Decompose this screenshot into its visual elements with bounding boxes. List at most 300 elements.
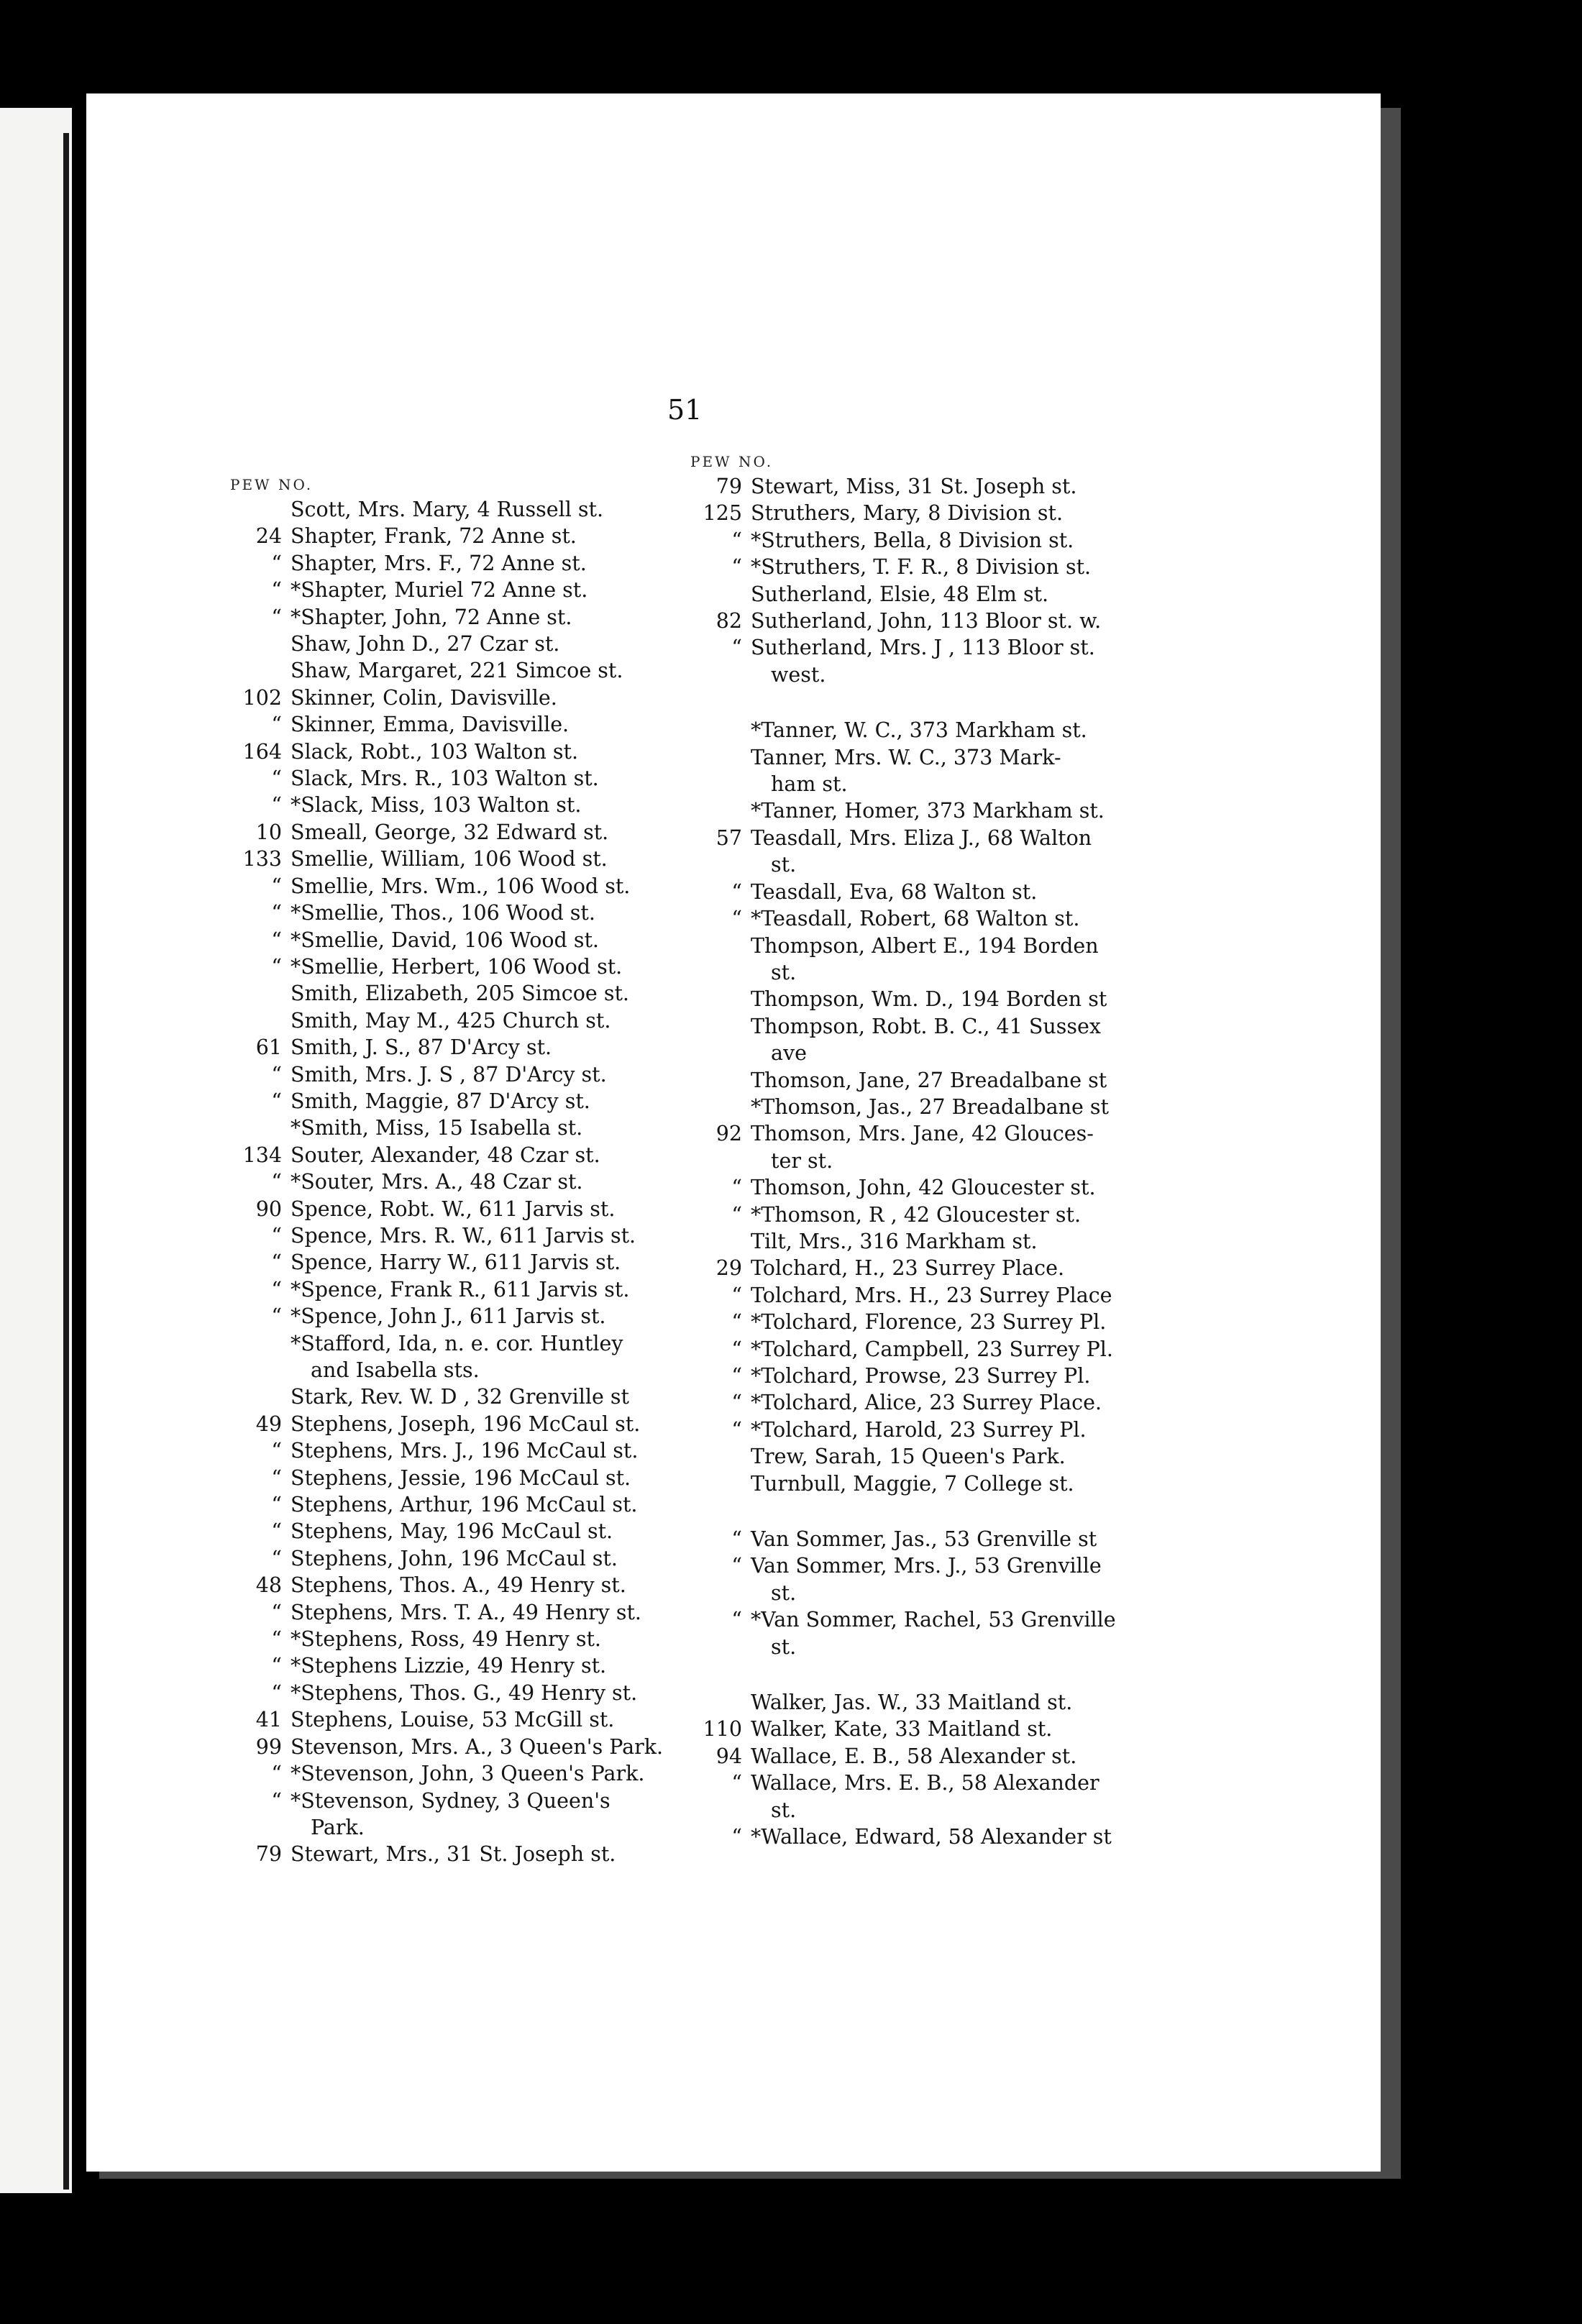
member-name-address: Spence, Robt. W., 611 Jarvis st. <box>291 1197 616 1221</box>
member-name-address: Van Sommer, Mrs. J., 53 Grenville <box>751 1554 1102 1578</box>
entry-continuation: st. <box>771 853 797 877</box>
member-name-address: Tilt, Mrs., 316 Markham st. <box>751 1229 1038 1253</box>
member-name-address: *Tolchard, Harold, 23 Surrey Pl. <box>751 1417 1087 1442</box>
pew-number <box>690 1797 742 1824</box>
directory-entry <box>230 1007 663 1034</box>
pew-number: 48 <box>255 1573 282 1598</box>
member-name-address: *Smellie, Herbert, 106 Wood st. <box>291 954 623 979</box>
member-name-address: Souter, Alexander, 48 Czar st. <box>291 1143 600 1167</box>
directory-entry <box>690 1363 1116 1389</box>
directory-entry <box>690 851 1116 878</box>
pew-number <box>690 717 742 744</box>
directory-entry <box>690 527 1116 554</box>
pew-number <box>230 631 282 657</box>
pew-number <box>230 1814 282 1841</box>
entry-continuation: st. <box>771 1798 797 1822</box>
book-spine <box>63 133 69 2190</box>
member-name-address: *Struthers, Bella, 8 Division st. <box>751 528 1074 552</box>
pew-number: “ <box>731 1176 742 1200</box>
member-name-address: *Spence, John J., 611 Jarvis st. <box>291 1304 606 1329</box>
pew-number: “ <box>271 1439 282 1463</box>
pew-number <box>230 657 282 684</box>
directory-entry <box>690 1526 1116 1552</box>
member-name-address: Sutherland, John, 113 Bloor st. w. <box>751 609 1102 633</box>
pew-number <box>230 980 282 1007</box>
left-column <box>230 496 663 1868</box>
directory-entry <box>690 1417 1116 1443</box>
pew-number: 164 <box>242 739 282 764</box>
pew-number: “ <box>271 1304 282 1329</box>
pew-number: “ <box>731 636 742 660</box>
pew-number: “ <box>271 551 282 575</box>
directory-entry <box>230 765 663 792</box>
pew-number: 24 <box>255 524 282 549</box>
member-name-address: *Tanner, W. C., 373 Markham st. <box>751 718 1087 743</box>
pew-number: “ <box>271 1654 282 1678</box>
member-name-address: Stevenson, Mrs. A., 3 Queen's Park. <box>291 1734 664 1759</box>
member-name-address: Thompson, Albert E., 194 Borden <box>751 933 1099 958</box>
directory-entry <box>690 1634 1116 1660</box>
pew-number: “ <box>731 1310 742 1335</box>
directory-entry <box>230 1222 663 1249</box>
member-name-address: Shaw, Margaret, 221 Simcoe st. <box>291 659 623 683</box>
member-name-address: Sutherland, Mrs. J , 113 Bloor st. <box>751 636 1095 660</box>
directory-entry <box>690 581 1116 608</box>
member-name-address: Thomson, Mrs. Jane, 42 Glouces- <box>751 1122 1094 1146</box>
pew-number: “ <box>271 1223 282 1248</box>
member-name-address: Sutherland, Elsie, 48 Elm st. <box>751 582 1049 606</box>
directory-entry <box>230 980 663 1007</box>
directory-entry <box>690 744 1116 771</box>
pew-number: “ <box>271 1493 282 1517</box>
member-name-address: Smith, Mrs. J. S , 87 D'Arcy st. <box>291 1062 607 1086</box>
pew-number: 134 <box>242 1143 282 1167</box>
pew-number <box>690 797 742 824</box>
pew-number <box>690 1040 742 1066</box>
directory-entry <box>230 1814 663 1841</box>
section-gap <box>690 1660 1116 1689</box>
directory-entry <box>230 1760 663 1787</box>
directory-entry <box>230 631 663 657</box>
member-name-address: *Wallace, Edward, 58 Alexander st <box>751 1825 1112 1849</box>
pew-number: 94 <box>715 1744 742 1768</box>
directory-entry <box>230 685 663 711</box>
member-name-address: Stark, Rev. W. D , 32 Grenville st <box>291 1385 629 1409</box>
pew-number: 10 <box>255 820 282 844</box>
directory-entry <box>690 1580 1116 1606</box>
pew-number: “ <box>271 605 282 629</box>
pew-number <box>230 1383 282 1410</box>
member-name-address: *Struthers, T. F. R., 8 Division st. <box>751 555 1092 580</box>
adjacent-page-edge <box>0 108 72 2193</box>
member-name-address: Spence, Mrs. R. W., 611 Jarvis st. <box>291 1223 636 1248</box>
directory-entry <box>230 1303 663 1330</box>
member-name-address: Smellie, William, 106 Wood st. <box>291 847 608 872</box>
member-name-address: Walker, Jas. W., 33 Maitland st. <box>751 1691 1073 1715</box>
directory-entry <box>690 1336 1116 1363</box>
directory-entry <box>690 1443 1116 1470</box>
member-name-address: Smith, Maggie, 87 D'Arcy st. <box>291 1089 590 1113</box>
member-name-address: Stewart, Mrs., 31 St. Joseph st. <box>291 1842 616 1867</box>
pew-number: “ <box>731 1202 742 1227</box>
directory-entry <box>690 1770 1116 1796</box>
directory-entry <box>230 927 663 953</box>
directory-entry <box>690 933 1116 959</box>
pew-number: 79 <box>255 1842 282 1867</box>
directory-entry <box>690 1389 1116 1416</box>
directory-entry <box>230 1518 663 1545</box>
directory-entry <box>690 554 1116 580</box>
directory-entry <box>690 879 1116 905</box>
pew-number: “ <box>271 1680 282 1705</box>
pew-number: 57 <box>715 825 742 850</box>
member-name-address: *Spence, Frank R., 611 Jarvis st. <box>291 1277 630 1301</box>
directory-entry <box>230 496 663 523</box>
directory-entry <box>230 1680 663 1706</box>
pew-number: 92 <box>715 1122 742 1146</box>
directory-entry <box>230 1599 663 1626</box>
member-name-address: Wallace, Mrs. E. B., 58 Alexander <box>751 1771 1099 1795</box>
member-name-address: *Stevenson, John, 3 Queen's Park. <box>291 1762 645 1786</box>
pew-number <box>230 1357 282 1383</box>
pew-number <box>230 496 282 523</box>
pew-number: 110 <box>703 1717 742 1742</box>
pew-number: “ <box>271 1250 282 1275</box>
member-name-address: Stephens, May, 196 McCaul st. <box>291 1519 613 1544</box>
directory-entry <box>230 1383 663 1410</box>
section-gap <box>690 688 1116 717</box>
member-name-address: Walker, Kate, 33 Maitland st. <box>751 1717 1053 1742</box>
directory-entry <box>230 792 663 818</box>
member-name-address: *Shapter, Muriel 72 Anne st. <box>291 578 588 603</box>
member-name-address: *Tolchard, Florence, 23 Surrey Pl. <box>751 1310 1107 1335</box>
pew-number: “ <box>731 1391 742 1415</box>
directory-entry <box>690 1228 1116 1255</box>
directory-entry <box>230 1061 663 1088</box>
pew-number: “ <box>731 1771 742 1795</box>
pew-number: “ <box>731 1527 742 1552</box>
pew-number: “ <box>271 1627 282 1652</box>
directory-entry <box>690 1689 1116 1716</box>
entry-continuation: Park. <box>311 1815 365 1839</box>
directory-entry <box>690 473 1116 500</box>
member-name-address: Thomson, Jane, 27 Breadalbane st <box>751 1068 1107 1092</box>
pew-number <box>690 959 742 986</box>
pew-number: “ <box>731 1608 742 1632</box>
pew-number: 61 <box>255 1035 282 1060</box>
pew-number <box>690 986 742 1012</box>
directory-entry <box>690 1282 1116 1309</box>
directory-entry <box>230 1545 663 1572</box>
directory-entry <box>230 900 663 926</box>
directory-entry <box>230 1465 663 1491</box>
member-name-address: *Tolchard, Alice, 23 Surrey Place. <box>751 1391 1102 1415</box>
member-name-address: Smellie, Mrs. Wm., 106 Wood st. <box>291 874 631 898</box>
member-name-address: Stephens, Joseph, 196 McCaul st. <box>291 1412 641 1436</box>
directory-entry <box>690 608 1116 634</box>
member-name-address: *Stephens, Thos. G., 49 Henry st. <box>291 1680 638 1705</box>
directory-entry <box>690 825 1116 851</box>
pew-number <box>690 1634 742 1660</box>
directory-entry <box>690 1202 1116 1228</box>
member-name-address: *Slack, Miss, 103 Walton st. <box>291 793 582 818</box>
pew-number: “ <box>271 767 282 791</box>
pew-number: “ <box>271 1600 282 1624</box>
pew-number: “ <box>271 954 282 979</box>
directory-page <box>86 93 1381 2172</box>
directory-entry <box>690 1470 1116 1497</box>
member-name-address: Smith, Elizabeth, 205 Simcoe st. <box>291 982 629 1006</box>
pew-number <box>690 851 742 878</box>
directory-entry <box>230 1357 663 1383</box>
pew-number: “ <box>271 1062 282 1086</box>
member-name-address: Wallace, E. B., 58 Alexander st. <box>751 1744 1077 1768</box>
pew-number <box>690 933 742 959</box>
directory-entry <box>690 1606 1116 1633</box>
directory-entry <box>690 1797 1116 1824</box>
directory-entry <box>230 1626 663 1652</box>
pew-number <box>690 1013 742 1040</box>
pew-number: 102 <box>242 685 282 710</box>
directory-entry <box>230 1788 663 1814</box>
right-column <box>690 473 1116 1851</box>
member-name-address: Spence, Harry W., 611 Jarvis st. <box>291 1250 621 1275</box>
pew-number: 29 <box>715 1256 742 1281</box>
member-name-address: Smith, J. S., 87 D'Arcy st. <box>291 1035 552 1060</box>
directory-entry <box>690 500 1116 526</box>
pew-number: 41 <box>255 1708 282 1732</box>
directory-entry <box>230 1142 663 1168</box>
member-name-address: Thomson, John, 42 Gloucester st. <box>751 1176 1096 1200</box>
directory-entry <box>690 986 1116 1012</box>
member-name-address: Slack, Robt., 103 Walton st. <box>291 739 579 764</box>
right-column-header: PEW NO. <box>690 453 774 470</box>
directory-entry <box>690 1120 1116 1147</box>
pew-number: “ <box>731 555 742 580</box>
member-name-address: Stephens, Jessie, 196 McCaul st. <box>291 1465 631 1490</box>
directory-entry <box>230 819 663 846</box>
pew-number <box>690 1580 742 1606</box>
left-column-header: PEW NO. <box>230 476 314 493</box>
directory-entry <box>690 1716 1116 1742</box>
directory-entry <box>230 1034 663 1061</box>
pew-number <box>690 1443 742 1470</box>
member-name-address: *Stephens Lizzie, 49 Henry st. <box>291 1654 607 1678</box>
directory-entry <box>230 1437 663 1464</box>
member-name-address: Struthers, Mary, 8 Division st. <box>751 501 1064 526</box>
member-name-address: Thompson, Robt. B. C., 41 Sussex <box>751 1014 1101 1038</box>
entry-continuation: ham st. <box>771 772 848 797</box>
directory-entry <box>690 905 1116 932</box>
pew-number: 82 <box>715 609 742 633</box>
pew-number <box>690 771 742 797</box>
pew-number: “ <box>731 1283 742 1307</box>
page-number: 51 <box>667 394 703 426</box>
directory-entry <box>230 1088 663 1115</box>
member-name-address: *Tanner, Homer, 373 Markham st. <box>751 799 1105 823</box>
member-name-address: *Stevenson, Sydney, 3 Queen's <box>291 1788 611 1813</box>
pew-number: “ <box>271 1546 282 1570</box>
member-name-address: Van Sommer, Jas., 53 Grenville st <box>751 1527 1097 1552</box>
pew-number: “ <box>271 1762 282 1786</box>
member-name-address: *Stafford, Ida, n. e. cor. Huntley <box>291 1331 623 1355</box>
pew-number <box>690 581 742 608</box>
directory-entry <box>230 1330 663 1357</box>
member-name-address: Thompson, Wm. D., 194 Borden st <box>751 987 1107 1012</box>
directory-entry <box>690 959 1116 986</box>
directory-entry <box>230 1115 663 1141</box>
pew-number: 79 <box>715 475 742 498</box>
member-name-address: *Shapter, John, 72 Anne st. <box>291 605 572 629</box>
pew-number: “ <box>271 1170 282 1194</box>
directory-entry <box>230 1841 663 1867</box>
pew-number: “ <box>271 901 282 925</box>
member-name-address: *Van Sommer, Rachel, 53 Grenville <box>751 1608 1116 1632</box>
member-name-address: Slack, Mrs. R., 103 Walton st. <box>291 767 599 791</box>
directory-entry <box>230 1652 663 1679</box>
pew-number <box>690 1689 742 1716</box>
pew-number: “ <box>271 928 282 952</box>
pew-number: “ <box>731 528 742 552</box>
pew-number: “ <box>271 578 282 603</box>
member-name-address: *Tolchard, Prowse, 23 Surrey Pl. <box>751 1364 1091 1388</box>
directory-entry <box>690 1552 1116 1579</box>
member-name-address: Shapter, Mrs. F., 72 Anne st. <box>291 551 587 575</box>
directory-entry <box>690 1174 1116 1201</box>
member-name-address: *Tolchard, Campbell, 23 Surrey Pl. <box>751 1337 1113 1361</box>
directory-entry <box>230 873 663 900</box>
pew-number: “ <box>731 1337 742 1361</box>
entry-continuation: west. <box>771 662 826 687</box>
pew-number <box>230 1330 282 1357</box>
directory-entry <box>230 1491 663 1518</box>
pew-number: “ <box>271 1519 282 1544</box>
member-name-address: *Thomson, Jas., 27 Breadalbane st <box>751 1094 1109 1119</box>
directory-entry <box>690 1309 1116 1335</box>
pew-number <box>690 1470 742 1497</box>
member-name-address: *Souter, Mrs. A., 48 Czar st. <box>291 1170 583 1194</box>
member-name-address: *Teasdall, Robert, 68 Walton st. <box>751 907 1080 931</box>
pew-number: “ <box>731 1554 742 1578</box>
directory-entry <box>230 953 663 980</box>
directory-entry <box>230 1168 663 1195</box>
member-name-address: *Smellie, David, 106 Wood st. <box>291 928 599 952</box>
directory-entry <box>230 1249 663 1276</box>
section-gap <box>690 1497 1116 1526</box>
entry-continuation: st. <box>771 1580 797 1605</box>
directory-entry <box>690 634 1116 661</box>
directory-entry <box>690 1067 1116 1094</box>
pew-number: “ <box>271 1277 282 1301</box>
pew-number <box>690 1067 742 1094</box>
member-name-address: *Stephens, Ross, 49 Henry st. <box>291 1627 601 1652</box>
directory-entry <box>690 1148 1116 1174</box>
member-name-address: *Smith, Miss, 15 Isabella st. <box>291 1116 583 1140</box>
directory-entry <box>690 662 1116 688</box>
pew-number: 99 <box>255 1734 282 1759</box>
member-name-address: Stephens, Thos. A., 49 Henry st. <box>291 1573 626 1598</box>
pew-number: “ <box>731 907 742 931</box>
member-name-address: Stephens, Mrs. T. A., 49 Henry st. <box>291 1600 641 1624</box>
directory-entry <box>230 738 663 765</box>
pew-number: “ <box>271 1788 282 1813</box>
pew-number: “ <box>731 1417 742 1442</box>
pew-number: “ <box>731 1825 742 1849</box>
member-name-address: Tolchard, H., 23 Surrey Place. <box>751 1256 1065 1281</box>
member-name-address: Skinner, Colin, Davisville. <box>291 685 557 710</box>
member-name-address: Stephens, John, 196 McCaul st. <box>291 1546 618 1570</box>
directory-entry <box>230 1411 663 1437</box>
member-name-address: Scott, Mrs. Mary, 4 Russell st. <box>291 498 604 521</box>
entry-continuation: ave <box>771 1041 807 1066</box>
pew-number <box>690 744 742 771</box>
member-name-address: Shaw, John D., 27 Czar st. <box>291 632 560 657</box>
member-name-address: Trew, Sarah, 15 Queen's Park. <box>751 1445 1066 1469</box>
pew-number: 125 <box>703 501 742 526</box>
member-name-address: Teasdall, Mrs. Eliza J., 68 Walton <box>751 825 1092 850</box>
directory-entry <box>230 711 663 738</box>
member-name-address: Teasdall, Eva, 68 Walton st. <box>751 879 1038 904</box>
pew-number <box>230 1115 282 1141</box>
pew-number: 133 <box>242 847 282 872</box>
directory-entry <box>230 523 663 549</box>
directory-entry <box>230 604 663 631</box>
directory-entry <box>690 1013 1116 1040</box>
member-name-address: Stephens, Mrs. J., 196 McCaul st. <box>291 1439 639 1463</box>
pew-number: “ <box>271 1089 282 1113</box>
directory-entry <box>230 1276 663 1303</box>
pew-number <box>690 662 742 688</box>
pew-number: 90 <box>255 1197 282 1221</box>
directory-entry <box>690 1743 1116 1770</box>
pew-number: “ <box>271 874 282 898</box>
directory-entry <box>230 657 663 684</box>
directory-entry <box>690 1824 1116 1850</box>
directory-entry <box>230 1706 663 1733</box>
member-name-address: Stephens, Louise, 53 McGill st. <box>291 1708 615 1732</box>
pew-number <box>690 1148 742 1174</box>
member-name-address: Skinner, Emma, Davisville. <box>291 713 570 737</box>
directory-entry <box>230 1196 663 1222</box>
entry-continuation: st. <box>771 960 797 984</box>
directory-entry <box>690 771 1116 797</box>
pew-number <box>230 1007 282 1034</box>
directory-entry <box>690 717 1116 744</box>
directory-entry <box>690 797 1116 824</box>
entry-continuation: and Isabella sts. <box>311 1358 480 1382</box>
pew-number: “ <box>271 793 282 818</box>
directory-entry <box>690 1040 1116 1066</box>
member-name-address: Shapter, Frank, 72 Anne st. <box>291 524 577 549</box>
member-name-address: Tanner, Mrs. W. C., 373 Mark- <box>751 745 1061 769</box>
pew-number <box>690 1094 742 1120</box>
pew-number: “ <box>731 879 742 904</box>
pew-number <box>690 1228 742 1255</box>
pew-number: “ <box>271 1465 282 1490</box>
member-name-address: Smeall, George, 32 Edward st. <box>291 820 609 844</box>
entry-continuation: ter st. <box>771 1148 833 1173</box>
member-name-address: Smith, May M., 425 Church st. <box>291 1008 611 1033</box>
member-name-address: Stewart, Miss, 31 St. Joseph st. <box>751 475 1077 498</box>
directory-entry <box>230 846 663 872</box>
directory-entry <box>230 577 663 603</box>
directory-entry <box>230 550 663 577</box>
entry-continuation: st. <box>771 1634 797 1659</box>
directory-entry <box>230 1572 663 1598</box>
member-name-address: *Thomson, R , 42 Gloucester st. <box>751 1202 1082 1227</box>
directory-entry <box>690 1255 1116 1281</box>
member-name-address: Tolchard, Mrs. H., 23 Surrey Place <box>751 1283 1112 1307</box>
